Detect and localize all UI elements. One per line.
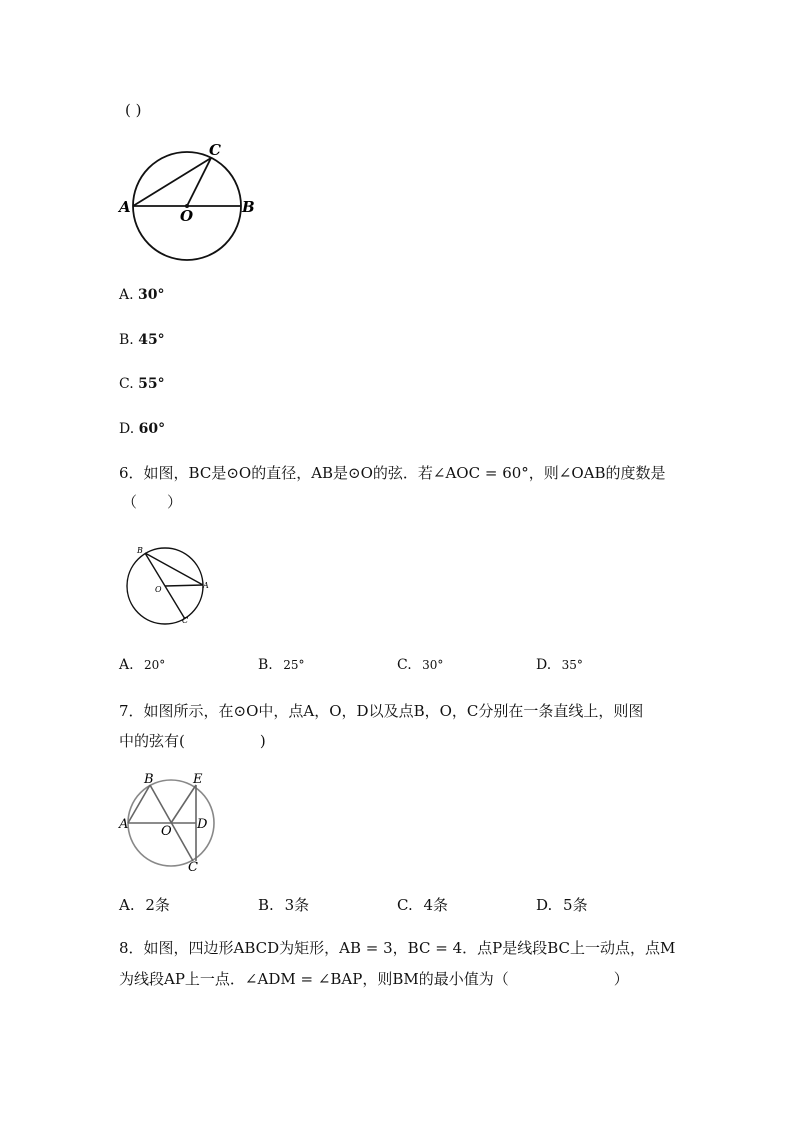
q7-option-d[interactable]: [536, 894, 588, 915]
q7-chord-ab: [128, 785, 150, 823]
option-value: 45°: [138, 332, 165, 348]
option-letter: A.: [119, 657, 134, 673]
q8-stem-line2: 为线段AP上一点．∠ADM = ∠BAP，则BM的最小值为（ ）: [119, 970, 629, 988]
option-value: 30°: [138, 287, 165, 303]
q7-label-a: A: [119, 817, 129, 832]
q7-option-b[interactable]: [258, 894, 309, 915]
q7-label-o: O: [161, 824, 172, 839]
q7-option-c[interactable]: [397, 894, 448, 915]
option-letter: C.: [397, 657, 412, 673]
option-value: 35°: [561, 658, 583, 672]
q7-option-a[interactable]: [119, 894, 170, 915]
option-value: 30°: [422, 658, 444, 672]
option-value: 5条: [563, 896, 588, 914]
option-value: 3条: [284, 896, 310, 914]
option-letter: A.: [119, 287, 134, 303]
option-letter: B.: [258, 896, 274, 914]
q5-label-a: A: [119, 198, 131, 216]
q7-stem-line2: 中的弦有( ): [119, 732, 266, 750]
option-value: 55°: [138, 376, 165, 392]
option-letter: A.: [119, 896, 135, 914]
option-letter: B.: [119, 332, 134, 348]
q5-label-o: O: [180, 207, 194, 225]
q7-line-oe: [171, 785, 196, 823]
q7-label-d: D: [197, 817, 208, 832]
q6-label-a: A: [203, 581, 209, 590]
q5-label-b: B: [242, 198, 255, 216]
q8-stem-line1: 8．如图，四边形ABCD为矩形，AB = 3，BC = 4．点P是线段BC上一动点，点M: [119, 939, 676, 957]
q7-stem-line1: 7．如图所示，在⊙O中，点A，O，D以及点B，O，C分别在一条直线上，则图: [119, 702, 644, 720]
q6-label-o: O: [155, 585, 162, 594]
option-value: 4条: [423, 896, 449, 914]
q5-label-c: C: [209, 141, 221, 159]
option-letter: B.: [258, 657, 273, 673]
q7-label-c: C: [188, 860, 198, 875]
q7-label-e: E: [193, 772, 203, 787]
q6-stem-line2: （ ）: [122, 493, 183, 511]
option-letter: C.: [397, 896, 413, 914]
option-letter: D.: [536, 657, 552, 673]
q6-label-b: B: [137, 546, 143, 555]
option-value: 20°: [144, 658, 166, 672]
option-letter: D.: [536, 896, 553, 914]
option-letter: C.: [119, 376, 134, 392]
option-value: 25°: [283, 658, 305, 672]
option-letter: D.: [119, 421, 135, 437]
option-value: 60°: [138, 421, 166, 437]
q6-label-c: C: [182, 616, 189, 625]
q6-stem-line1: 6．如图，BC是⊙O的直径，AB是⊙O的弦．若∠AOC = 60°，则∠OAB的度数是: [119, 464, 666, 482]
q5-answer-paren: ( ): [125, 101, 142, 119]
option-value: 2条: [145, 896, 170, 914]
q7-label-b: B: [144, 772, 154, 787]
